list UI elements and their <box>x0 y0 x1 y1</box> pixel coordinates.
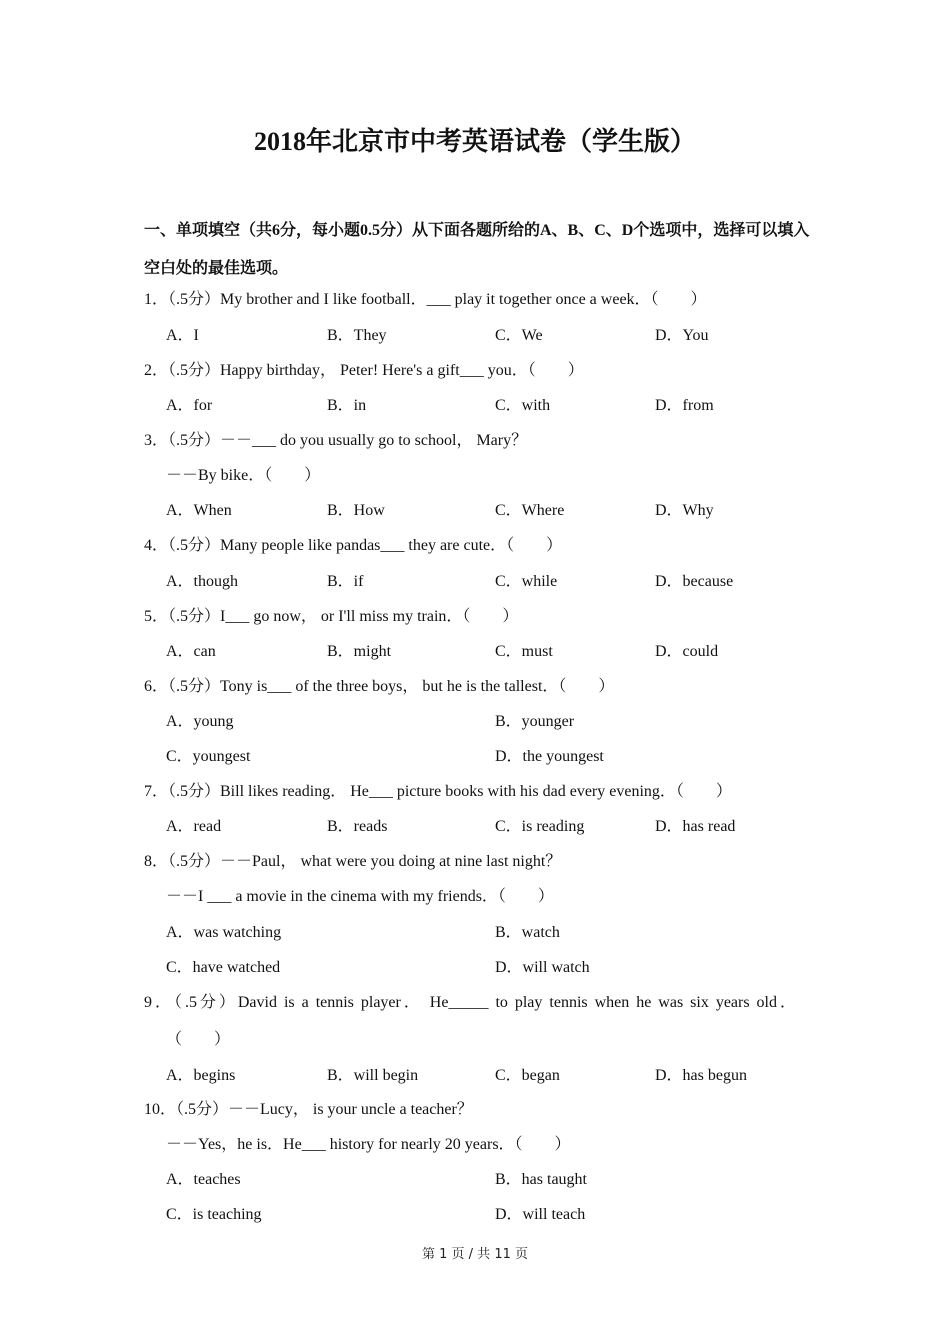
question-2-stem: 2．（.5分）Happy birthday， Peter! Here's a gift___ you．（ ） <box>144 362 584 379</box>
question-9-stem: 9．（.5分）David is a tennis player． He_____ to play tennis when he was six years old． <box>144 994 796 1011</box>
question-6-option-d: D．the youngest <box>495 748 604 765</box>
question-1-stem: 1．（.5分）My brother and I like football．___ play it together once a week．（ ） <box>144 291 707 308</box>
question-10-sub: －－Yes，he is．He___ history for nearly 20 years．（ ） <box>166 1136 571 1153</box>
question-6-option-a: A．young <box>166 713 234 730</box>
question-8-option-b: B．watch <box>495 924 560 941</box>
question-8-option-a: A．was watching <box>166 924 282 941</box>
question-10-option-b: B．has taught <box>495 1171 587 1188</box>
question-5-option-b: B．might <box>327 643 392 660</box>
question-2-option-d: D．from <box>655 397 714 414</box>
question-4-option-b: B．if <box>327 573 364 590</box>
question-1-option-a: A．I <box>166 327 199 344</box>
question-10-stem: 10．（.5分）－－Lucy， is your uncle a teacher？ <box>144 1101 473 1118</box>
question-9-option-d: D．has begun <box>655 1067 747 1084</box>
question-8-sub: －－I ___ a movie in the cinema with my friends．（ ） <box>166 888 554 905</box>
question-3-option-a: A．When <box>166 502 232 519</box>
question-5-option-c: C．must <box>495 643 553 660</box>
question-9-option-a: A．begins <box>166 1067 236 1084</box>
question-9-sub: （ ） <box>166 1031 231 1048</box>
question-1-option-b: B．They <box>327 327 387 344</box>
question-3-sub: －－By bike．（ ） <box>166 467 321 484</box>
question-7-option-a: A．read <box>166 818 222 835</box>
question-4-option-d: D．because <box>655 573 734 590</box>
section-heading: 一、单项填空（共6分，每小题0.5分）从下面各题所给的A、B、C、D个选项中，选择可以填入空白处的最佳选项。 <box>144 222 810 277</box>
question-3-option-b: B．How <box>327 502 385 519</box>
question-1-option-d: D．You <box>655 327 709 344</box>
question-5-stem: 5．（.5分）I___ go now， or I'll miss my train．（ ） <box>144 608 519 625</box>
question-6-option-c: C．youngest <box>166 748 251 765</box>
question-9-option-c: C．began <box>495 1067 560 1084</box>
question-9-option-b: B．will begin <box>327 1067 419 1084</box>
question-6-option-b: B．younger <box>495 713 575 730</box>
question-8-option-d: D．will watch <box>495 959 590 976</box>
page-footer: 第 1 页 / 共 11 页 <box>422 1247 528 1262</box>
question-7-option-d: D．has read <box>655 818 736 835</box>
question-7-option-c: C．is reading <box>495 818 585 835</box>
question-7-option-b: B．reads <box>327 818 388 835</box>
page-title: 2018年北京市中考英语试卷（学生版） <box>253 127 696 156</box>
question-2-option-b: B．in <box>327 397 367 414</box>
question-7-stem: 7．（.5分）Bill likes reading． He___ picture books with his dad every evening．（ ） <box>144 783 732 800</box>
question-2-option-c: C．with <box>495 397 551 414</box>
question-4-stem: 4．（.5分）Many people like pandas___ they are cute．（ ） <box>144 537 563 554</box>
question-8-stem: 8．（.5分）－－Paul， what were you doing at nine last night？ <box>144 853 562 870</box>
question-8-option-c: C．have watched <box>166 959 281 976</box>
question-3-option-d: D．Why <box>655 502 714 519</box>
question-4-option-a: A．though <box>166 573 239 590</box>
question-6-stem: 6．（.5分）Tony is___ of the three boys， but he is the tallest．（ ） <box>144 678 615 695</box>
question-1-option-c: C．We <box>495 327 543 344</box>
question-2-option-a: A．for <box>166 397 213 414</box>
question-3-stem: 3．（.5分）－－___ do you usually go to school， Mary？ <box>144 432 528 449</box>
question-5-option-a: A．can <box>166 643 216 660</box>
question-4-option-c: C．while <box>495 573 558 590</box>
question-5-option-d: D．could <box>655 643 719 660</box>
question-10-option-d: D．will teach <box>495 1206 586 1223</box>
question-3-option-c: C．Where <box>495 502 565 519</box>
question-10-option-c: C．is teaching <box>166 1206 262 1223</box>
question-10-option-a: A．teaches <box>166 1171 241 1188</box>
